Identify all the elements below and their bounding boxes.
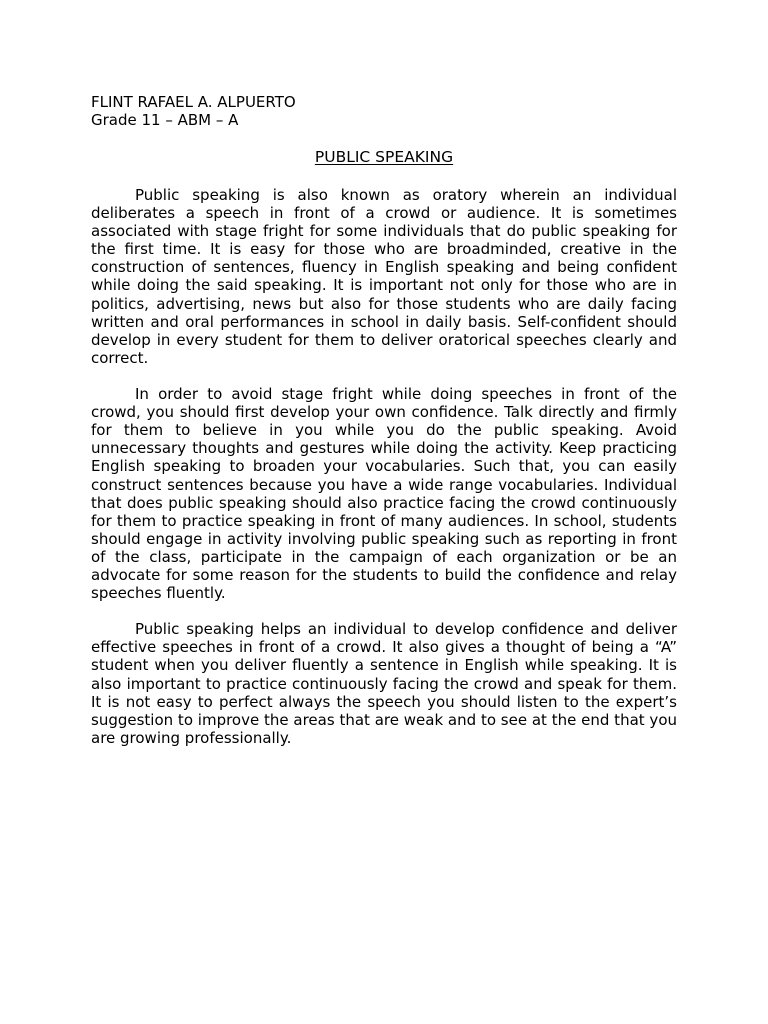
paragraph-1: Public speaking is also known as oratory wherein an individual deliberates a speech in front of a crowd or audience. It is sometimes associated with stage fright for some individuals that do public speaking for the first time. It is easy for those who are broadminded, creative in the construction of sentences, fluency in English speaking and being confident while doing the said speaking. It is important not only for those who are in politics, advertising, news but also for those students who are daily facing written and oral performances in school in daily basis. Self-confident should develop in every student for them to deliver oratorical speeches clearly and correct.: [91, 186, 677, 367]
title-text: PUBLIC SPEAKING: [314, 148, 454, 166]
paragraph-3: Public speaking helps an individual to develop confidence and deliver effective speeches in front of a crowd. It also gives a thought of being a “A” student when you deliver fluently a sentence in English while speaking. It is also important to practice continuously facing the crowd and speak for them. It is not easy to perfect always the speech you should listen to the expert’s suggestion to improve the areas that are weak and to see at the end that you are growing professionally.: [91, 620, 677, 747]
document-header: [91, 93, 677, 129]
document-title: [91, 148, 677, 167]
author-name: FLINT RAFAEL A. ALPUERTO: [91, 93, 296, 111]
grade-section: Grade 11 – ABM – A: [91, 111, 239, 130]
document-body: [91, 186, 677, 765]
paragraph-2: In order to avoid stage fright while doing speeches in front of the crowd, you should first develop your own confidence. Talk directly and firmly for them to believe in you while you do the public speaking. Avoid unnecessary thoughts and gestures while doing the activity. Keep practicing English speaking to broaden your vocabularies. Such that, you can easily construct sentences because you have a wide range vocabularies. Individual that does public speaking should also practice facing the crowd continuously for them to practice speaking in front of many audiences. In school, students should engage in activity involving public speaking such as reporting in front of the class, participate in the campaign of each organization or be an advocate for some reason for the students to build the confidence and relay speeches fluently.: [91, 385, 677, 603]
